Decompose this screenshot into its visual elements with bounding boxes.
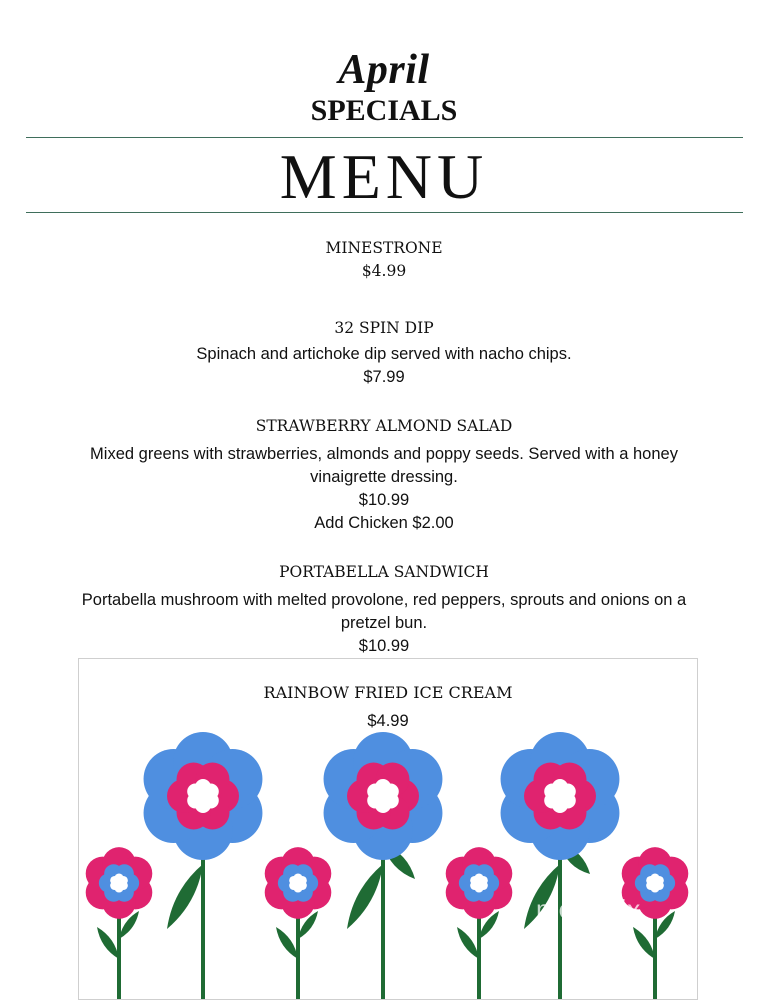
item-description-line2: pretzel bun.: [340, 614, 428, 632]
item-name: 32 SPIN DIP: [334, 319, 434, 337]
item-description-line2: vinaigrette dressing.: [310, 468, 458, 486]
flowers-illustration: [79, 659, 697, 999]
item-price: $4.99: [361, 262, 407, 280]
item-name: PORTABELLA SANDWICH: [279, 563, 489, 581]
menu-item-minestrone: [40, 236, 728, 282]
menu-item-portabella-sandwich: [40, 560, 728, 658]
featured-item-price: $4.99: [367, 712, 409, 730]
item-description-line1: Portabella mushroom with melted provolone, red peppers, sprouts and onions on a: [81, 591, 687, 609]
item-name: STRAWBERRY ALMOND SALAD: [255, 417, 513, 435]
menu-month: April: [338, 47, 430, 93]
menu-item-spin-dip: [40, 316, 728, 389]
menu-specials-heading: SPECIALS: [310, 94, 458, 127]
item-price: $7.99: [363, 368, 405, 386]
featured-item-name: RAINBOW FRIED ICE CREAM: [263, 683, 513, 702]
item-price: $10.99: [358, 491, 410, 509]
item-description-line1: Mixed greens with strawberries, almonds and poppy seeds. Served with a honey: [90, 445, 678, 463]
watermark-logo: menupix: [536, 894, 642, 924]
bottom-divider: [26, 212, 743, 213]
top-divider: [26, 137, 743, 138]
item-name: MINESTRONE: [325, 239, 443, 257]
menu-item-strawberry-salad: [40, 414, 728, 535]
item-description: Spinach and artichoke dip served with nacho chips.: [196, 345, 572, 363]
item-addon: Add Chicken $2.00: [314, 514, 454, 532]
menu-title: MENU: [279, 141, 489, 212]
featured-panel: [78, 658, 698, 1000]
item-price: $10.99: [358, 637, 410, 655]
